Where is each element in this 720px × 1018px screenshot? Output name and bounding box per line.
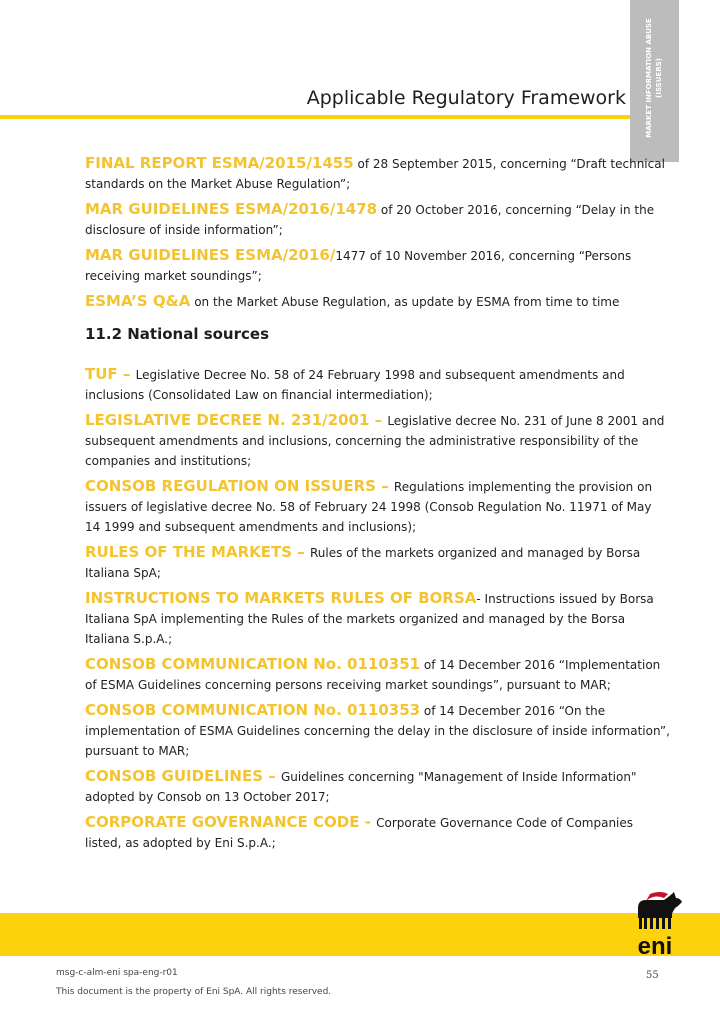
document-body	[85, 153, 670, 858]
list-item	[85, 199, 670, 240]
list-item	[85, 291, 670, 312]
copyright-note: This document is the property of Eni SpA. All rights reserved.	[56, 987, 332, 997]
entry-key: FINAL REPORT ESMA/2015/1455	[85, 154, 354, 172]
entry-key: CORPORATE GOVERNANCE CODE -	[85, 813, 377, 831]
entry-desc: Legislative Decree No. 58 of 24 February 1998 and subsequent amendments and inclusions (Consolidated Law on financial intermediation);	[85, 368, 625, 402]
entry-key: TUF –	[85, 365, 136, 383]
entry-key: CONSOB GUIDELINES –	[85, 767, 281, 785]
entry-key: RULES OF THE MARKETS –	[85, 543, 310, 561]
entry-desc: of 20 October 2016, concerning “Delay in the disclosure of inside information”;	[85, 203, 655, 237]
entry-desc: on the Market Abuse Regulation, as update by ESMA from time to time	[190, 295, 620, 309]
entry-key: CONSOB COMMUNICATION No. 0110353	[85, 701, 421, 719]
list-item	[85, 654, 670, 695]
page-title: Applicable Regulatory Framework	[306, 87, 626, 109]
entry-desc: of 14 December 2016 “Implementation of ESMA Guidelines concerning persons receiving market soundings”, pursuant to MAR;	[85, 658, 661, 692]
list-item	[85, 153, 670, 194]
entry-key: MAR GUIDELINES ESMA/2016/	[85, 246, 336, 264]
entry-key: LEGISLATIVE DECREE N. 231/2001 –	[85, 411, 388, 429]
logo-text: eni	[637, 933, 673, 958]
list-item	[85, 364, 670, 405]
page-number: 55	[646, 970, 659, 981]
list-item	[85, 588, 670, 649]
entry-desc: Rules of the markets organized and managed by Borsa Italiana SpA;	[85, 546, 641, 580]
list-item	[85, 542, 670, 583]
entry-key: CONSOB REGULATION ON ISSUERS –	[85, 477, 394, 495]
entry-desc: of 28 September 2015, concerning “Draft technical standards on the Market Abuse Regulation”;	[85, 157, 665, 191]
list-item	[85, 410, 670, 471]
entry-key: INSTRUCTIONS TO MARKETS RULES OF BORSA	[85, 589, 477, 607]
list-item	[85, 700, 670, 761]
header-divider	[0, 115, 630, 119]
side-tab	[630, 0, 679, 162]
entry-desc: Regulations implementing the provision on issuers of legislative decree No. 58 of February 24 1998 (Consob Regulation No. 11971 of May 14 1999 and subsequent amendments and inclusions);	[85, 480, 653, 534]
entry-desc: Corporate Governance Code of Companies listed, as adopted by Eni S.p.A.;	[85, 816, 634, 850]
footer-band	[0, 913, 720, 956]
document-code: msg-c-alm-eni spa-eng-r01	[56, 968, 178, 978]
side-tab-label: MARKET INFORMATION ABUSE (ISSUERS)	[645, 18, 663, 138]
list-item	[85, 476, 670, 537]
entry-desc: 1477 of 10 November 2016, concerning “Persons receiving market soundings”;	[85, 249, 632, 283]
list-item	[85, 766, 670, 807]
entry-desc: Guidelines concerning "Management of Inside Information" adopted by Consob on 13 October 2017;	[85, 770, 637, 804]
list-item	[85, 245, 670, 286]
list-item	[85, 812, 670, 853]
entry-key: MAR GUIDELINES ESMA/2016/1478	[85, 200, 378, 218]
entry-desc: of 14 December 2016 “On the implementation of ESMA Guidelines concerning the delay in the disclosure of inside information”, pursuant to MAR;	[85, 704, 670, 758]
entry-desc: - Instructions issued by Borsa Italiana SpA implementing the Rules of the markets organized and managed by the Borsa Italiana S.p.A.;	[85, 592, 654, 646]
entry-desc: Legislative decree No. 231 of June 8 2001 and subsequent amendments and inclusions, concerning the administrative responsibility of the companies and institutions;	[85, 414, 665, 468]
entry-key: CONSOB COMMUNICATION No. 0110351	[85, 655, 421, 673]
eni-logo-icon	[624, 888, 686, 958]
section-heading: 11.2 National sources	[85, 325, 269, 343]
entry-key: ESMA’S Q&A	[85, 292, 191, 310]
